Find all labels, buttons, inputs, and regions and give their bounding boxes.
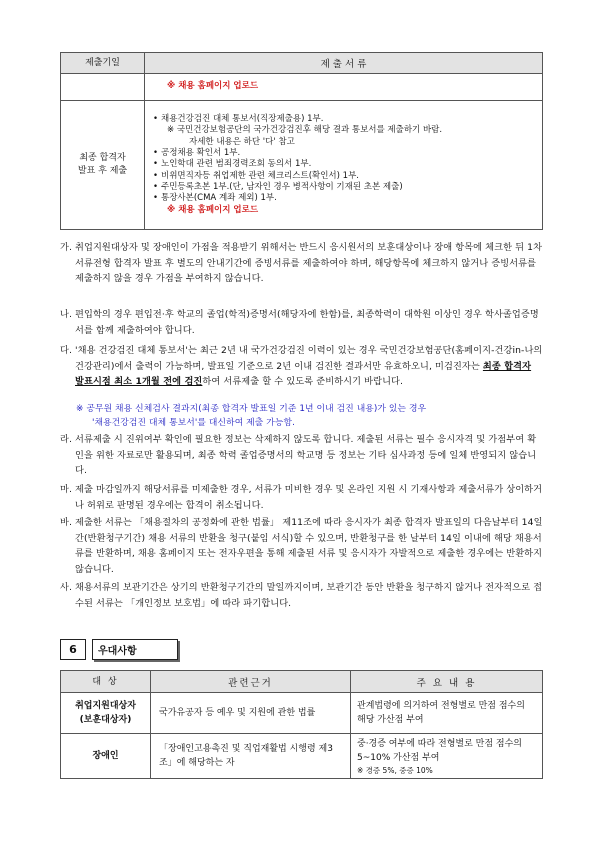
final-pass-label-1: 최종 합격자 bbox=[79, 153, 126, 163]
para-text-part: '채용 건강검진 대체 통보서'는 최근 2년 내 국가건강검진 이력이 있는 경우 국민건강보험공단(홈페이지-건강in-나의 건강관리)에서 출력이 가능하며, 발표일 기준으로 2년 이내 검진한 결과서만 유효하오니, 미검진자는 bbox=[75, 345, 543, 372]
preference-table bbox=[60, 670, 543, 779]
para-ma bbox=[60, 482, 543, 513]
section-header bbox=[60, 639, 178, 660]
doc-item: • 노인학대 관련 범죄경력조회 동의서 1부. bbox=[153, 159, 536, 170]
para-marker: 바. bbox=[60, 517, 72, 528]
target-text: (보훈대상자) bbox=[79, 715, 132, 725]
header-deadline: 제출기일 bbox=[61, 53, 145, 74]
para-text bbox=[75, 343, 543, 390]
para-text: 서류제출 시 진위여부 확인에 필요한 정보는 삭제하지 않도록 합니다. 제출된 서류는 필수 응시자격 및 가점부여 확인을 위한 자료로만 활용되며, 최종 학력 졸업증명서의 학교명 등 정보는 기타 심사과정 등에 일체 반영되지 않습니다. bbox=[75, 434, 537, 476]
target-cell bbox=[61, 734, 151, 779]
doc-item: • 공정채용 확인서 1부. bbox=[153, 148, 536, 159]
header-documents: 제 출 서 류 bbox=[145, 53, 543, 74]
para-marker: 라. bbox=[60, 434, 72, 445]
note-line-1: ※ 공무원 채용 신체검사 결과지(최종 합격자 발표일 기준 1년 이내 검진 내용)가 있는 경우 bbox=[76, 404, 427, 414]
para-marker: 다. bbox=[60, 345, 72, 356]
doc-item: • 비위면직자등 취업제한 관련 체크리스트(확인서) 1부. bbox=[153, 171, 536, 182]
target-cell bbox=[61, 693, 151, 734]
content-cell bbox=[351, 734, 543, 779]
para-na bbox=[60, 307, 543, 338]
para-sa bbox=[60, 580, 543, 611]
section-title: 우대사항 bbox=[92, 639, 178, 660]
doc-item: • 통장사본(CMA 계좌 제외) 1부. bbox=[153, 193, 536, 204]
doc-item: • 주민등록초본 1부.(단, 남자인 경우 병적사항이 기재된 초본 제출) bbox=[153, 182, 536, 193]
doc-item: • 채용건강검진 대체 통보서(직장제출용) 1부. bbox=[153, 114, 536, 125]
section-number: 6 bbox=[60, 639, 86, 660]
doc-note: ※ 국민건강보험공단의 국가건강검진후 해당 결과 통보서를 제출하기 바람. bbox=[167, 125, 443, 136]
table-row bbox=[61, 734, 543, 779]
content-cell: 관계법령에 의거하여 전형별로 만점 점수의 해당 가산점 부여 bbox=[351, 693, 543, 734]
para-marker: 나. bbox=[60, 309, 72, 320]
content-text: 중·경증 여부에 따라 전형별로 만점 점수의 5~10% 가산점 부여 bbox=[357, 738, 522, 763]
submission-table bbox=[60, 52, 543, 230]
para-text: 채용서류의 보관기간은 상기의 반환청구기간의 말일까지이며, 보관기간 동안 반환을 청구하지 않거나 전자적으로 접수된 서류는 「개인정보 보호법」에 따라 파기합니다. bbox=[75, 582, 543, 609]
para-text: 취업지원대상자 및 장애인이 가점을 적용받기 위해서는 반드시 응시원서의 보훈대상이나 장애 항목에 체크한 뒤 1차 서류전형 합격자 발표 후 별도의 안내기간에 증빙서류를 제출하여야 하며, 해당항목에 체크하지 않거나 증빙서류를 제출하지 않을 경우 가점을 부여하지 않습니다. bbox=[75, 242, 543, 284]
upload-note: ※ 채용 홈페이지 업로드 bbox=[167, 81, 259, 92]
para-ba bbox=[60, 515, 543, 577]
para-text: 제출 마감일까지 해당서류를 미제출한 경우, 서류가 미비한 경우 및 온라인 지원 시 기재사항과 제출서류가 상이하거나 허위로 판명된 경우에는 합격이 취소됩니다. bbox=[75, 484, 543, 511]
para-marker: 마. bbox=[60, 484, 72, 495]
documents-list bbox=[145, 101, 543, 230]
para-ra bbox=[60, 432, 543, 479]
para-da bbox=[60, 343, 543, 390]
para-text: 편입학의 경우 편입전·후 학교의 졸업(학적)증명서(해당자에 한함)를, 최종학력이 대학원 이상인 경우 학사졸업증명서를 함께 제출하여야 합니다. bbox=[75, 309, 539, 336]
para-marker: 가. bbox=[60, 242, 72, 253]
empty-cell bbox=[61, 74, 145, 101]
table-row bbox=[61, 693, 543, 734]
para-text: 제출한 서류는 「채용절차의 공정화에 관한 법률」 제11조에 따라 응시자가 최종 합격자 발표일의 다음날부터 14일 간(반환청구기간) 채용 서류의 반환을 청구(붙임 서식)할 수 있으며, 반환청구를 한 날부터 14일 이내에 해당 채용서류를 반환하며, 채용 홈페이지 또는 전자우편을 통해 제출된 서류 및 응시자가 자발적으로 제출한 경우에는 반환하지 않습니다. bbox=[75, 517, 543, 575]
health-exam-note bbox=[76, 403, 543, 430]
note-line-2: '채용건강검진 대체 통보서'를 대신하여 제출 가능함. bbox=[92, 417, 295, 428]
doc-note-detail: 자세한 내용은 하단 '다' 참고 bbox=[189, 136, 295, 147]
content-note: ※ 경증 5%, 중증 10% bbox=[357, 765, 433, 775]
target-text: 장애인 bbox=[92, 751, 119, 761]
target-text: 취업지원대상자 bbox=[75, 701, 136, 711]
para-ga bbox=[60, 240, 543, 287]
header-target: 대 상 bbox=[61, 671, 151, 693]
basis-cell: 국가유공자 등 예우 및 지원에 관한 법률 bbox=[151, 693, 351, 734]
final-pass-cell bbox=[61, 101, 145, 230]
upload-note: ※ 채용 홈페이지 업로드 bbox=[167, 204, 259, 215]
final-pass-label-2: 발표 후 제출 bbox=[77, 166, 128, 176]
header-content: 주 요 내 용 bbox=[351, 671, 543, 693]
basis-cell: 「장애인고용촉진 및 직업재활법 시행령 제3조」에 해당하는 자 bbox=[151, 734, 351, 779]
para-marker: 사. bbox=[60, 582, 72, 593]
header-basis: 관련근거 bbox=[151, 671, 351, 693]
upload-note-cell bbox=[145, 74, 543, 101]
para-text-part: 하여 서류제출 할 수 있도록 준비하시기 바랍니다. bbox=[202, 376, 404, 387]
underlined-emphasis: 최종 합격자 발표시점 최소 1개월 전에 검진 bbox=[75, 360, 532, 387]
